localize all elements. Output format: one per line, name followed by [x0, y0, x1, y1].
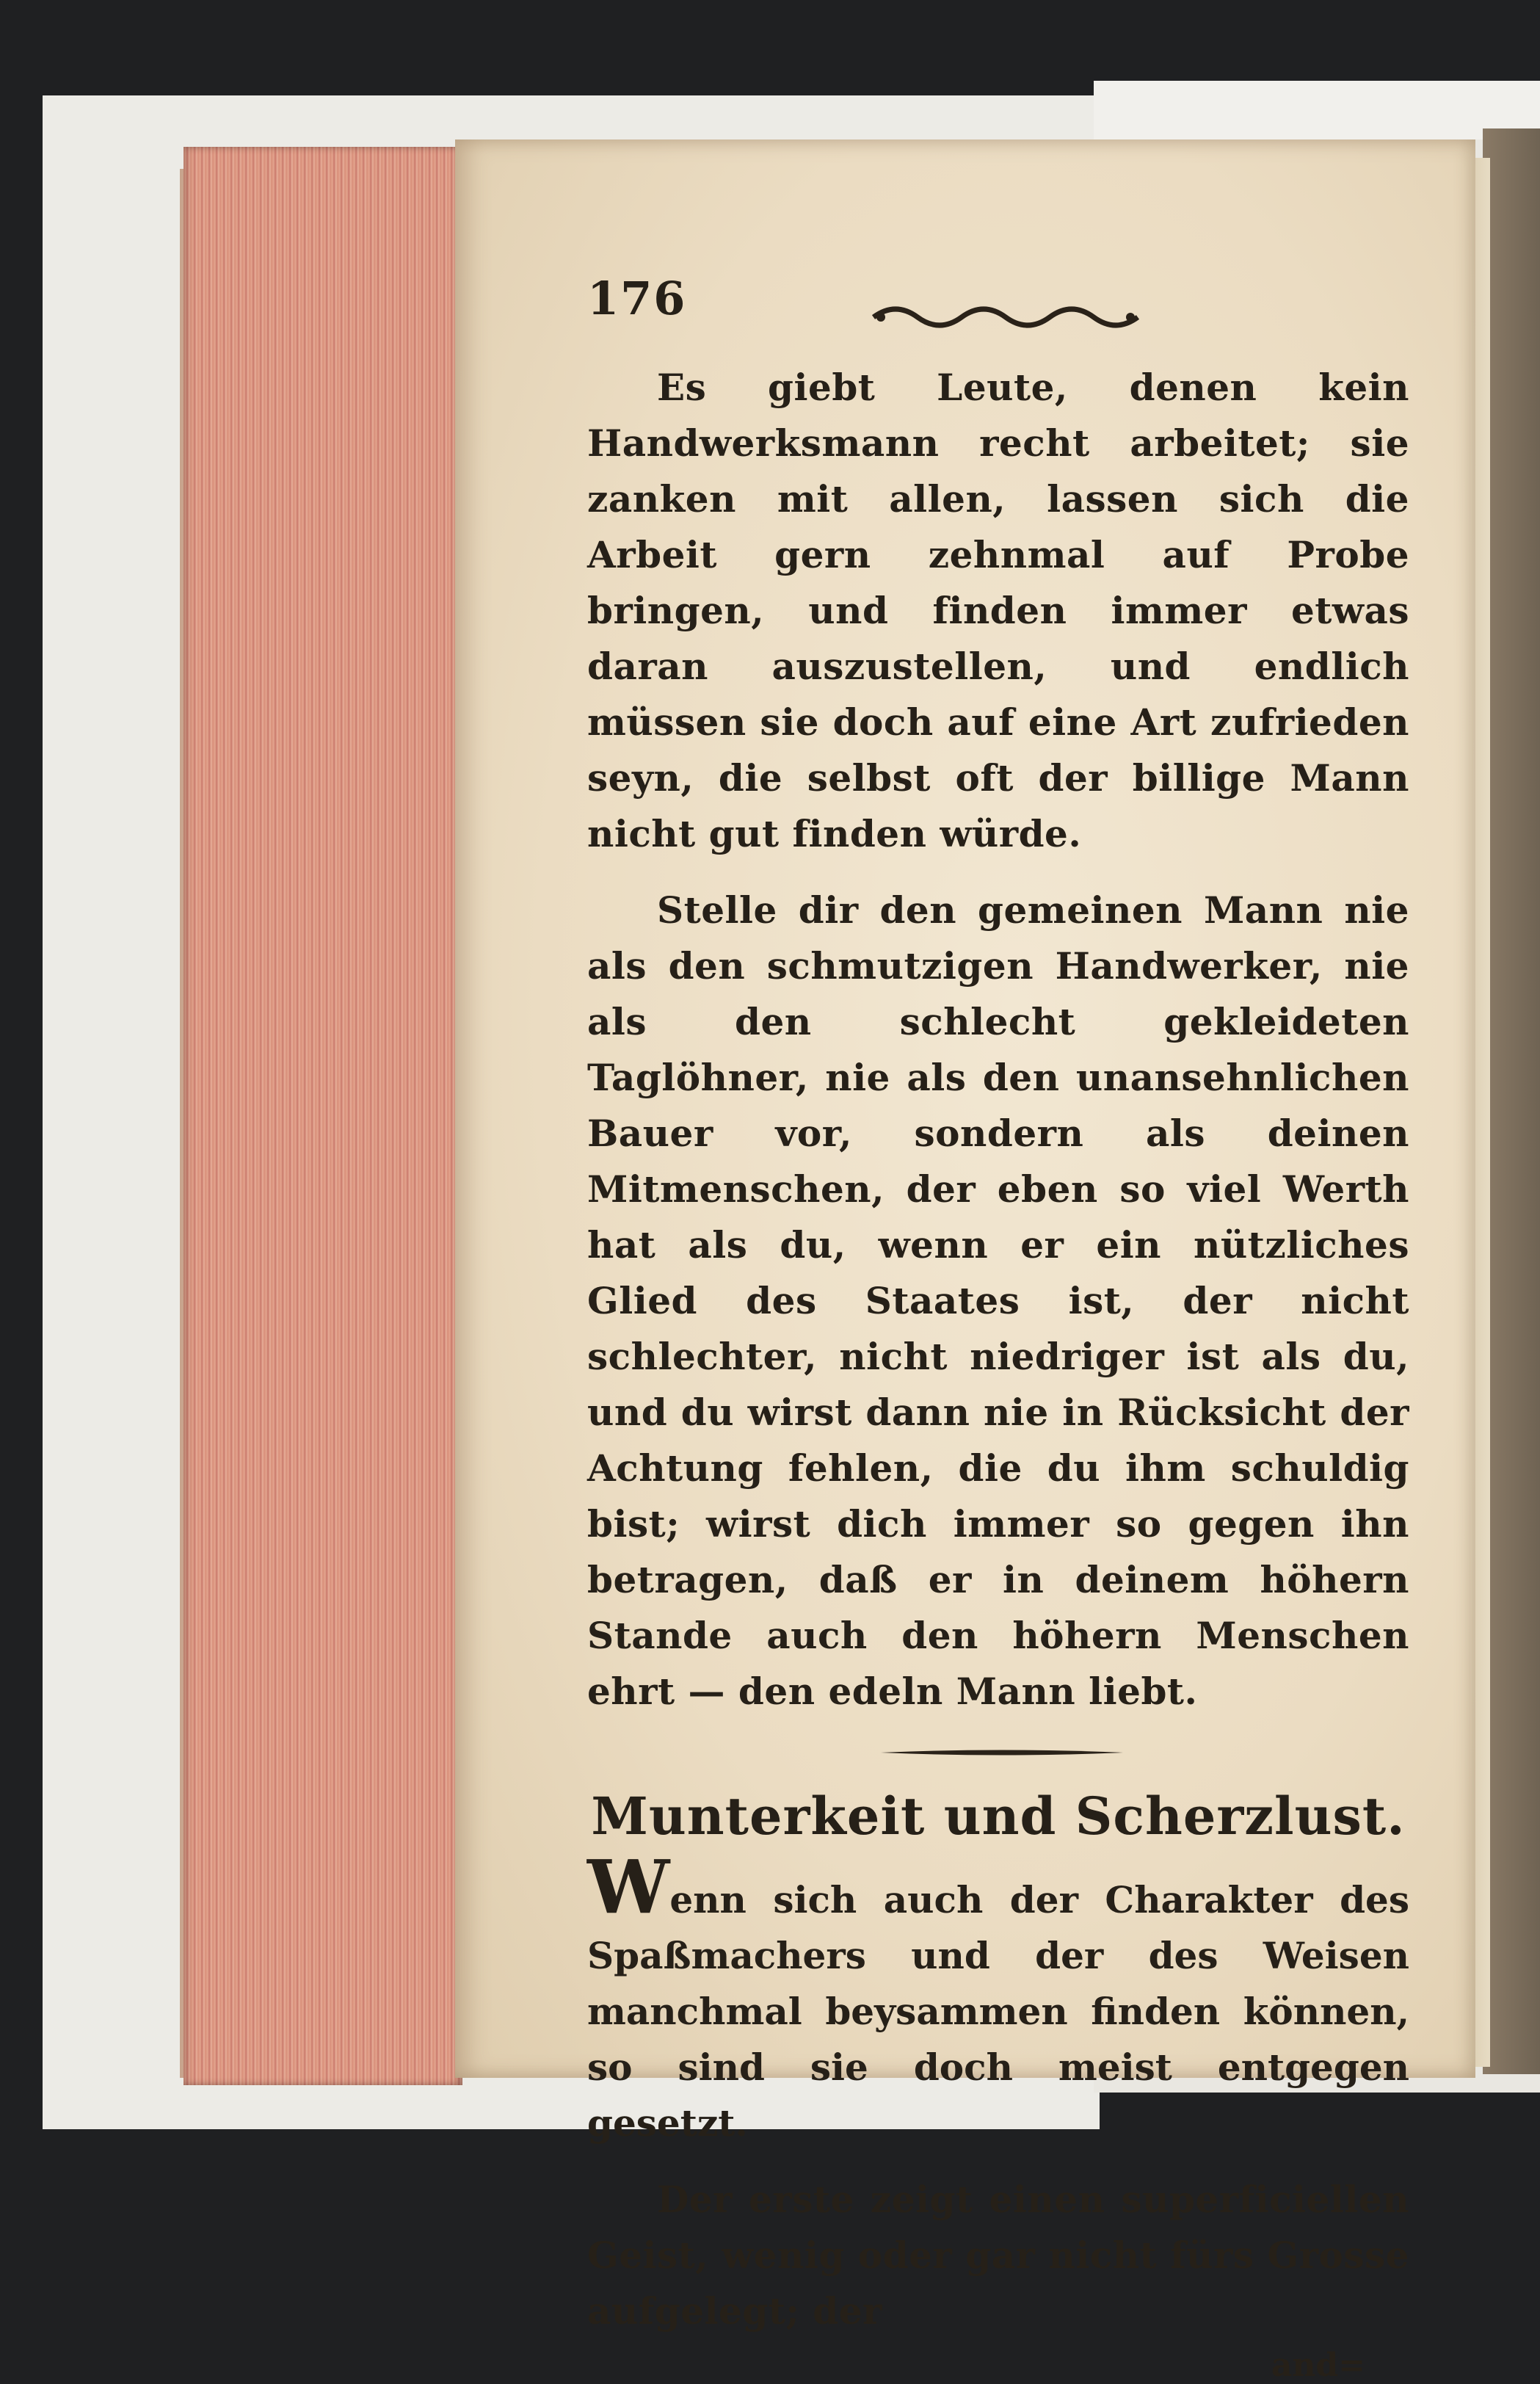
catchword: and= [1271, 2347, 1365, 2384]
section-divider [587, 1720, 1409, 1778]
page-number: 176 [587, 272, 687, 325]
drop-capital: W [587, 1844, 670, 1930]
page-text-block [587, 272, 1409, 2384]
divider-rule-icon [881, 1749, 1123, 1756]
paragraph-2: Stelle dir den gemeinen Mann nie als den schmutzigen Handwerker, nie als den schlecht gekleideten Taglöhner, nie als den unansehnlichen Bauer vor, sondern als deinen Mitmenschen, der eben so viel Werth hat als du, wenn er ein nützliches Glied des Staates ist, der nicht schlechter, nicht niedriger ist als du, und du wirst dann nie in Rücksicht der Achtung fehlen, die du ihm schuldig bist; wirst dich immer so gegen ihn betragen, daß er in deinem höhern Stande auch den höhern Menschen ehrt — den edeln Mann liebt. [587, 888, 1409, 1713]
section-paragraph-2: Der erste zeigt einen superficiellen Geist, wenig oder gar nicht fürs Grosse aufgelegt; der [587, 2178, 1409, 2333]
backing-sheet-strip [1094, 81, 1540, 140]
page-header [587, 272, 1409, 360]
section-paragraph-1-text: enn sich auch der Charakter des Spaßmachers und der des Weisen manchmal beysammen finden können, so sind sie doch meist entgegen gesetzt. [587, 1878, 1409, 2145]
paragraph-1: Es giebt Leute, denen kein Handwerksmann recht arbeitet; sie zanken mit allen, lassen sich die Arbeit gern zehnmal auf Probe bringen, und finden immer etwas daran auszustellen, und endlich müssen sie doch auf eine Art zufrieden seyn, die selbst oft der billige Mann nicht gut finden würde. [587, 366, 1409, 855]
book-cover-edge [1483, 128, 1540, 2074]
page-stack-edge [184, 147, 462, 2085]
header-ornament-icon [866, 294, 1145, 338]
book-page [455, 140, 1475, 2384]
section-heading: Munterkeit und Scherzlust. [591, 1786, 1406, 1847]
section-paragraph-1 [587, 1844, 1409, 2151]
